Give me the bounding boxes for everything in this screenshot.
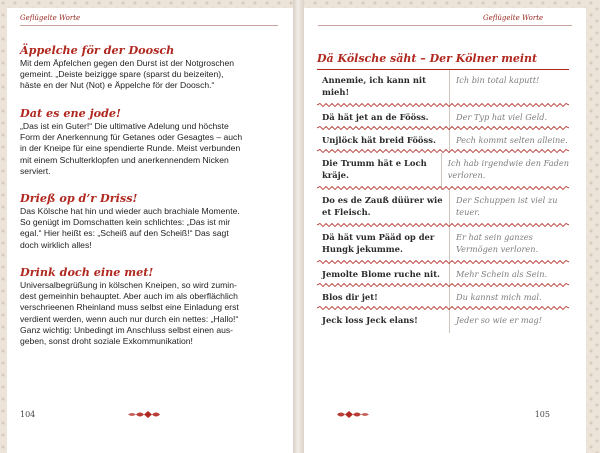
koelsch-line: Unjlöck hät breid Fööss. xyxy=(322,135,436,145)
entry-body xyxy=(20,121,282,177)
body-line: Das Kölsche hat hin und wieder auch brachiale Momente. xyxy=(20,206,240,216)
page-number: 105 xyxy=(534,410,550,419)
entry-drink-doch xyxy=(20,265,282,347)
deutsch-line: Ich hab irgendwie den Faden xyxy=(447,158,569,168)
koelsch-line: Dä hät vum Pääd op der xyxy=(322,232,435,242)
deutsch-line: Pech kommt selten alleine. xyxy=(456,135,568,145)
table-row xyxy=(317,130,569,153)
body-line: Ganz wichtig: Unbedingt im Anschluss selbst einen aus- xyxy=(20,324,234,335)
koelsch-line: mieh! xyxy=(322,87,350,97)
koelsch-line: Jeck loss Jeck elans! xyxy=(322,315,418,325)
deutsch-cell xyxy=(450,227,569,264)
entry-title: Dat es ene jode! xyxy=(20,106,121,120)
table-row xyxy=(317,70,569,107)
body-line: verschrieenen Rheinland muss selbst eine Einladung erst xyxy=(20,302,239,313)
table-row xyxy=(317,190,569,227)
entry-title: Drink doch eine met! xyxy=(20,265,154,279)
koelsch-line: Dä hät jet an de Fööss. xyxy=(322,112,429,122)
table-title: Dä Kölsche säht – Der Kölner meint xyxy=(317,52,538,65)
body-line: häste en der Nut (Not) e Äppelche för der Doosch.“ xyxy=(20,80,215,91)
body-line: „Das ist ein Guter!“ Die ultimative Adelung und höchste xyxy=(20,121,229,131)
body-line: Universalbegrüßung in kölschen Kneipen, so wird zumin- xyxy=(20,280,237,290)
deutsch-line: verloren. xyxy=(447,170,486,180)
entry-title: Äppelche för der Doosch xyxy=(20,43,175,57)
deutsch-line: Er hat sein ganzes xyxy=(456,232,533,242)
table-row xyxy=(317,264,569,287)
body-line: serviert. xyxy=(20,165,51,176)
body-line: So genügt im Domschatten kein schlichtes: „Das ist mir xyxy=(20,217,231,228)
table-row xyxy=(317,153,569,190)
book-gutter xyxy=(293,0,304,453)
koelsch-line: et Fleisch. xyxy=(322,207,371,217)
koelsch-cell xyxy=(317,153,442,190)
body-line: doch wirklich alles! xyxy=(20,239,92,250)
deutsch-cell xyxy=(450,190,569,227)
table-row xyxy=(317,287,569,310)
entry-aeppelche xyxy=(20,43,282,92)
deutsch-line: Ich bin total kaputt! xyxy=(456,75,540,85)
body-line: dest gemeinhin behauptet. Aber auch im als oberflächlich xyxy=(20,291,238,302)
deutsch-line: Mehr Schein als Sein. xyxy=(456,269,548,279)
table-row xyxy=(317,107,569,130)
entry-dat-es-ene-jode xyxy=(20,106,282,177)
koelsch-cell xyxy=(317,190,450,227)
entry-body xyxy=(20,58,282,92)
koelsch-cell xyxy=(317,70,450,107)
table-row xyxy=(317,227,569,264)
phrase-table xyxy=(317,70,569,333)
right-page xyxy=(304,8,586,453)
entry-body xyxy=(20,280,282,347)
body-line: gemeint. „Deiste beizigge spare (sparst du beizeiten), xyxy=(20,69,224,80)
body-line: Mit dem Äpfelchen gegen den Durst ist der Notgroschen xyxy=(20,58,235,68)
body-line: mit einem Schulterklopfen und anerkennendem Nicken xyxy=(20,154,229,165)
body-line: Form der Anerkennung für Getanes oder Gesagtes – auch xyxy=(20,132,243,143)
leaf-ornament-icon xyxy=(125,409,163,420)
entry-body xyxy=(20,206,282,251)
koelsch-line: Annemie, ich kann nit xyxy=(322,75,426,85)
entry-title: Drieß op d’r Driss! xyxy=(20,191,138,205)
page-number: 104 xyxy=(20,410,36,419)
deutsch-line: Du kannst mich mal. xyxy=(456,292,542,302)
entry-driess xyxy=(20,191,282,251)
deutsch-cell xyxy=(450,310,569,333)
body-line: egal.“ Hier heißt es: „Scheiß auf den Scheiß!“ Das sagt xyxy=(20,228,229,239)
koelsch-line: Hungk jekumme. xyxy=(322,244,403,254)
body-line: geben, sonst droht soziale Exkommunikation! xyxy=(20,336,193,347)
koelsch-line: Die Trumm hät e Loch xyxy=(322,158,427,168)
deutsch-cell xyxy=(450,70,569,107)
deutsch-line: teuer. xyxy=(456,207,480,217)
koelsch-line: Blos dir jet! xyxy=(322,292,378,302)
running-head: Geflügelte Worte xyxy=(20,14,81,22)
body-line: verdient werden, wenn auch nur durch ein nettes: „Hallo!“ xyxy=(20,313,239,324)
head-rule xyxy=(318,25,572,26)
deutsch-line: Jeder so wie er mag! xyxy=(456,315,543,325)
koelsch-line: Jemolte Blome ruche nit. xyxy=(322,269,440,279)
deutsch-line: Der Typ hat viel Geld. xyxy=(456,112,548,122)
koelsch-line: kräje. xyxy=(322,170,349,180)
running-head: Geflügelte Worte xyxy=(483,14,544,22)
deutsch-cell xyxy=(442,153,569,190)
koelsch-cell xyxy=(317,310,450,333)
deutsch-line: Vermögen verloren. xyxy=(456,244,539,254)
leaf-ornament-icon xyxy=(334,409,372,420)
deutsch-line: Der Schuppen ist viel zu xyxy=(456,195,558,205)
head-rule xyxy=(20,25,278,26)
koelsch-line: Do es de Zauß düürer wie xyxy=(322,195,443,205)
left-page xyxy=(7,8,293,453)
koelsch-cell xyxy=(317,227,450,264)
table-row xyxy=(317,310,569,333)
body-line: in der Kneipe für eine spendierte Runde. Meist verbunden xyxy=(20,143,241,154)
